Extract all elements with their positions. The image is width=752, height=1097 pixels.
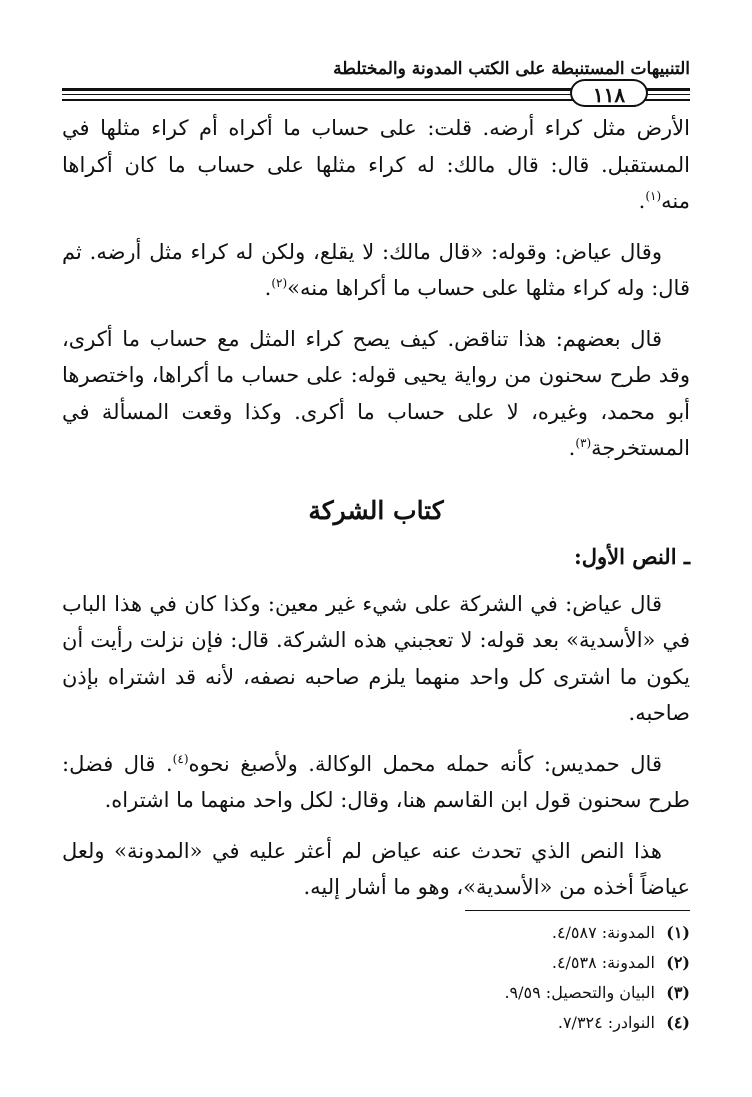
subheading: ـ النص الأول:	[573, 544, 690, 569]
main-text	[62, 110, 690, 920]
footnote-ref-3[interactable]: (٣)	[575, 436, 592, 450]
footnote-text: البيان والتحصيل: ٩/٥٩.	[504, 983, 655, 1002]
footnote-ref-4[interactable]: (٤)	[172, 751, 189, 766]
footnote-ref-1[interactable]: (١)	[645, 189, 662, 203]
running-title: التنبيهات المستنبطة على الكتب المدونة والمختلطة	[333, 59, 690, 79]
footnote-text: المدونة: ٤/٥٨٧.	[551, 923, 655, 942]
paragraph-5-text-a: قال حمديس: كأنه حمله محمل الوكالة. ولأصبغ نحوه	[188, 751, 662, 776]
paragraph-6: هذا النص الذي تحدث عنه عياض لم أعثر عليه في «المدونة» ولعل عياضاً أخذه من «الأسدية»، وهو ما أشار إليه.	[62, 838, 690, 899]
footnote-4	[62, 1008, 690, 1038]
paragraph-1-text: الأرض مثل كراء أرضه. قلت: على حساب ما أكراه أم كراء مثلها في المستقبل. قال: قال مالك: له كراء مثلها على حساب ما كان أكراها منه	[62, 116, 690, 213]
footnote-ref-2[interactable]: (٢)	[271, 276, 288, 290]
paragraph-3-text: قال بعضهم: هذا تناقض. كيف يصح كراء المثل مع حساب ما أكرى، وقد طرح سحنون من رواية يحيى قوله: على حساب ما أكراها، واختصرها أبو محمد، وغيره، لا على حساب ما أكرى. وكذا وقعت المسألة في المستخرجة	[62, 326, 690, 460]
paragraph-3: قال بعضهم: هذا تناقض. كيف يصح كراء المثل مع حساب ما أكرى، وقد طرح سحنون من رواية يحيى قوله: على حساب ما أكراها، واختصرها أبو محمد، وغيره، لا على حساب ما أكرى. وكذا وقعت المسألة في المستخرجة$^{(٣)}$.	[62, 326, 690, 460]
paragraph-5-text-b: . قال فضل: طرح سحنون قول ابن القاسم هنا، وقال: لكل واحد منهما ما اشتراه.	[62, 751, 690, 812]
footnote-number: (١)	[666, 923, 690, 942]
footnotes	[62, 918, 690, 1038]
footnote-number: (٢)	[666, 953, 690, 972]
paragraph-5	[62, 746, 690, 819]
footnote-text: المدونة: ٤/٥٣٨.	[551, 953, 655, 972]
paragraph-1: الأرض مثل كراء أرضه. قلت: على حساب ما أكراه أم كراء مثلها في المستقبل. قال: قال مالك: له كراء مثلها على حساب ما كان أكراها منه$^{(١)}$.	[62, 116, 690, 213]
footnote-number: (٤)	[666, 1013, 690, 1032]
paragraph-2-text: وقال عياض: وقوله: «قال مالك: لا يقلع، ولكن له كراء مثل أرضه. ثم قال: وله كراء مثلها على حساب ما أكراها منه»	[62, 239, 690, 300]
page-number-badge: ١١٨	[570, 79, 648, 107]
section-title: كتاب الشركة	[308, 495, 444, 525]
footnote-3	[62, 978, 690, 1008]
paragraph-2: وقال عياض: وقوله: «قال مالك: لا يقلع، ولكن له كراء مثل أرضه. ثم قال: وله كراء مثلها على حساب ما أكراها منه»$^{(٢)}$.	[62, 239, 690, 300]
footnote-2	[62, 948, 690, 978]
paragraph-4: قال عياض: في الشركة على شيء غير معين: وكذا كان في هذا الباب في «الأسدية» بعد قوله: لا تعجبني هذه الشركة. قال: فإن نزلت رأيت أن يكون ما اشترى كل واحد منهما يلزم صاحبه نصفه، لأنه قد اشتراه بإذن صاحبه.	[62, 591, 690, 725]
footnote-text: النوادر: ٧/٣٢٤.	[557, 1013, 655, 1032]
footnote-1	[62, 918, 690, 948]
footnote-number: (٣)	[666, 983, 690, 1002]
footnote-separator	[465, 910, 690, 911]
